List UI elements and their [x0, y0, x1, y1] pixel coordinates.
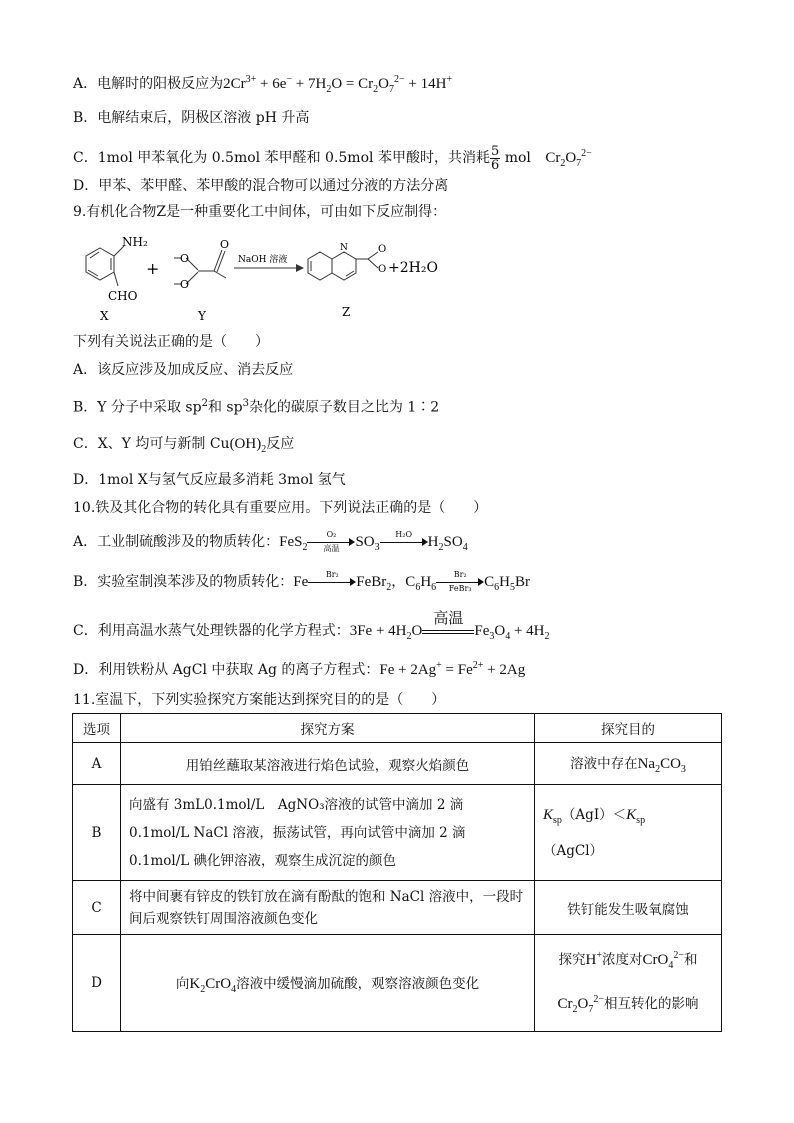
label-z: Z — [342, 305, 351, 319]
q10-option-b-fe: Fe — [293, 574, 309, 590]
row-a-plan: 用铂丝蘸取某溶液进行焰色试验，观察火焰颜色 — [121, 743, 535, 785]
q9-prompt: 下列有关说法正确的是（ ） — [73, 334, 269, 350]
q10-option-c-pre: C．利用高温水蒸气处理铁器的化学方程式： — [73, 623, 350, 639]
q10-option-b-c6h5br: $C_6H_5Br$ — [484, 574, 531, 593]
q8-option-d: D．甲苯、苯甲醛、苯甲酸的混合物可以通过分液的方法分离 — [73, 178, 449, 194]
z-oxygen-2: O — [378, 264, 387, 275]
header-plan: 探究方案 — [121, 714, 535, 743]
molecule-z — [308, 252, 378, 280]
q10-option-a-arrow-1 — [307, 532, 355, 552]
q10-option-d — [73, 656, 525, 680]
label-y: Y — [198, 309, 206, 323]
q10-option-b-cond2-top: Br₂ — [453, 570, 467, 579]
group-cho: CHO — [108, 289, 138, 303]
q10-option-b-arrow-2 — [436, 572, 484, 592]
q8-option-c-fraction — [490, 145, 500, 172]
q8-option-c-denominator: 6 — [490, 157, 500, 173]
q8-option-a — [73, 70, 452, 100]
z-nitrogen: N — [340, 243, 348, 253]
q8-option-c-text: C．1mol 甲苯氧化为 0.5mol 苯甲醛和 0.5mol 苯甲酸时，共消耗 — [73, 150, 490, 166]
row-c-goal: 铁钉能发生吸氧腐蚀 — [535, 881, 722, 935]
row-d-goal-mid: 浓度对 — [602, 952, 643, 968]
row-b-goal: $K_{sp}(AgI)<K_{sp}$ （AgCl） — [535, 785, 722, 881]
q8-option-c — [73, 140, 592, 178]
q10-option-a-pre: A．工业制硫酸涉及的物质转化： — [73, 534, 280, 550]
row-b-option: B — [73, 785, 121, 881]
y-oxygen-2: O — [180, 278, 190, 291]
q9-option-c-formula: $(OH)_2$ — [229, 436, 267, 455]
q9-option-b: B．Y 分子中采取 $sp^2$和 $sp^3$杂化的碳原子数目之比为 1∶2 — [73, 398, 440, 416]
q10-option-d-equation: $Fe + 2Ag^+ = Fe^{2+} + 2Ag$ — [379, 660, 526, 678]
q8-option-c-numerator: 5 — [490, 143, 500, 159]
q9-stem: 9.有机化合物Z是一种重要化工中间体，可由如下反应制得： — [73, 204, 447, 220]
row-d-goal-pre: 探究 — [558, 952, 586, 968]
row-b-plan: 向盛有 3mL0.1mol/L AgNO₃溶液的试管中滴加 2 滴 0.1mol/L NaCl 溶液，振荡试管，再向试管中滴加 2 滴 0.1mol/L 碘化钾溶液，观察生成沉淀的颜色 — [121, 785, 535, 881]
q8-option-c-ion: $Cr_2O_7^{2-}$ — [545, 148, 592, 169]
q10-option-a-fes2: FeS$_2$ — [279, 534, 308, 553]
table-row — [73, 935, 722, 1032]
q10-option-c-rhs: $Fe_3O_4 + 4H_2$ — [474, 623, 550, 642]
molecule-x — [86, 246, 124, 286]
q10-option-a — [73, 532, 468, 558]
q9-option-b-mid: 和 sp — [207, 399, 243, 416]
q8-option-a-text: A．电解时的阳极反应为 — [73, 76, 224, 92]
q10-option-a-arrow-2 — [380, 532, 428, 552]
row-a-goal: 溶液中存在$Na_2CO_3$ — [535, 743, 722, 785]
y-oxygen-1: O — [180, 252, 190, 265]
y-oxygen-3: O — [220, 238, 230, 251]
q11-stem: 11.室温下，下列实验探究方案能达到探究目的的是（ ） — [73, 692, 446, 708]
q10-option-a-so3: $SO_3$ — [355, 534, 380, 553]
q9-option-d: D．1mol X与氢气反应最多消耗 3mol 氢气 — [73, 472, 346, 488]
row-d-plan: 向$K_2CrO_4$溶液中缓慢滴加硫酸，观察溶液颜色变化 — [121, 935, 535, 1032]
row-c-option: C — [73, 881, 121, 935]
reagent-label: NaOH 溶液 — [238, 255, 288, 265]
z-oxygen-1: O — [378, 244, 387, 255]
table-row — [73, 743, 722, 785]
row-d-plan-post: 溶液中缓慢滴加硫酸，观察溶液颜色变化 — [236, 975, 480, 992]
row-d-goal: 探究H+浓度对CrO$_4^{2-}$和 $Cr_2O_7^{2-}$相互转化的影响 — [535, 935, 722, 1032]
z-water: +2H₂O — [388, 260, 438, 276]
q10-option-c-eqsign — [422, 609, 474, 642]
q10-stem: 10.铁及其化合物的转化具有重要应用。下列说法正确的是（ ） — [73, 500, 488, 516]
q8-option-a-equation: $2Cr^{3+} + 6e^- + 7H_2O = Cr_2O_7^{2-} + 14H^+$ — [223, 74, 453, 95]
q11-table — [72, 713, 722, 1032]
q10-option-a-cond1-bot: 高温 — [323, 544, 340, 553]
q10-option-c — [73, 609, 550, 647]
row-b-goal-2: （AgCl） — [543, 842, 604, 859]
row-c-plan: 将中间裹有锌皮的铁钉放在滴有酚酞的饱和 NaCl 溶液中，一段时间后观察铁钉周围溶液颜色变化 — [121, 881, 535, 935]
q8-option-b: B．电解结束后，阴极区溶液 pH 升高 — [73, 110, 310, 126]
row-d-goal-and: 和 — [683, 952, 698, 968]
q10-option-b-arrow-1 — [308, 572, 356, 592]
q10-option-a-cond2-top: H₂O — [395, 530, 413, 539]
q9-option-c-pre: C．X、Y 均可与新制 Cu — [73, 436, 230, 452]
q9-option-b-pre: B．Y 分子中采取 sp — [73, 399, 202, 416]
q10-option-c-cond: 高温 — [433, 609, 464, 627]
q9-reaction-scheme — [66, 228, 446, 323]
q10-option-b-febr2: FeBr$_2$ — [356, 574, 392, 593]
q9-option-a: A．该反应涉及加成反应、消去反应 — [73, 362, 294, 378]
table-row — [73, 881, 722, 935]
q10-option-b-cond1-top: Br₂ — [325, 570, 339, 579]
row-a-option: A — [73, 743, 121, 785]
plus-sign: + — [146, 259, 160, 278]
table-header-row — [73, 714, 722, 743]
reaction-arrow-head — [296, 264, 304, 272]
row-b-goal-1: （AgI）＜ — [561, 806, 627, 823]
table-row — [73, 785, 722, 881]
label-x: X — [100, 309, 109, 323]
row-d-goal-post: 相互转化的影响 — [603, 996, 699, 1012]
q10-option-b-cond2-bot: FeBr₃ — [448, 584, 472, 593]
row-d-option: D — [73, 935, 121, 1032]
q9-option-b-post: 杂化的碳原子数目之比为 1∶2 — [248, 399, 440, 416]
row-a-goal-pre: 溶液中存在 — [570, 756, 638, 772]
header-option: 选项 — [73, 714, 121, 743]
q10-option-b-c6h6: $C_6H_6$ — [405, 574, 437, 593]
q10-option-b-pre: B．实验室制溴苯涉及的物质转化： — [73, 574, 294, 590]
row-d-plan-pre: 向 — [175, 975, 190, 992]
q10-option-b: B．实验室制溴苯涉及的物质转化：Fe Br₂ FeBr$_2$，$C_6H_6$ Br₂ FeBr₃ $C_6H_5Br$ — [73, 570, 531, 593]
q8-option-c-unit: mol — [504, 150, 531, 166]
q9-option-c — [73, 434, 294, 460]
q10-option-c-lhs: $3Fe + 4H_2O$ — [349, 623, 423, 642]
q9-option-c-post: 反应 — [266, 436, 295, 452]
group-nh2: NH₂ — [122, 235, 148, 249]
q10-option-d-pre: D．利用铁粉从 AgCl 中获取 Ag 的离子方程式： — [73, 662, 380, 678]
q10-option-a-cond1-top: O₂ — [326, 530, 337, 539]
q10-option-a-h2so4: $H_2SO_4$ — [427, 534, 468, 553]
header-goal: 探究目的 — [535, 714, 722, 743]
